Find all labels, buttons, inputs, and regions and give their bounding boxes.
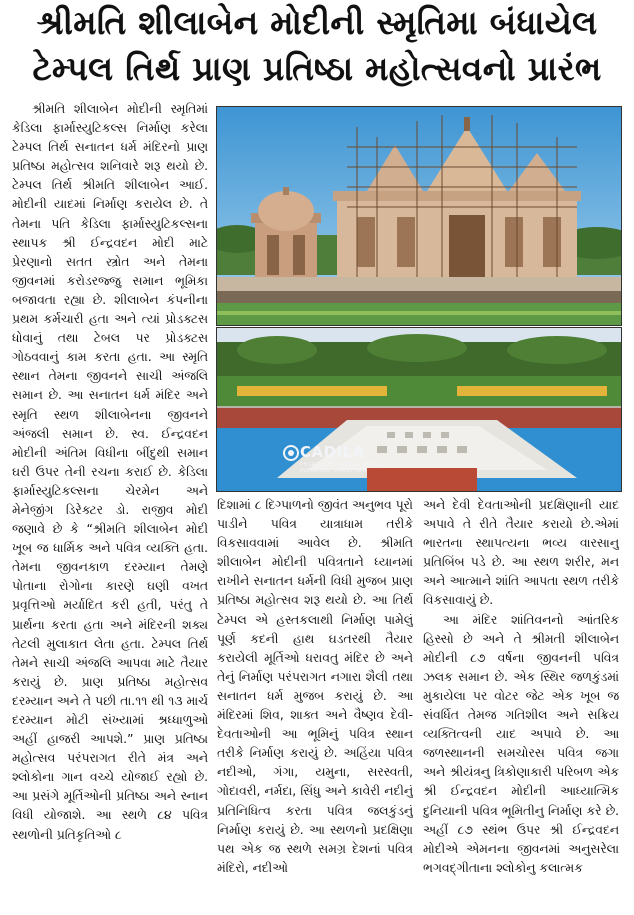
article-paragraph: આ મંદિર શાંતિવનનો આંતરિક હિસ્સો છે અને તે શ્રીમતી શીલાબેન મોદીની ૮૭ વર્ષના જીવનની પવિત્ર ઝલક સમાન છે. એક સ્થિર જળકુંડમાં મુકાયેલા પર વોટર જેટ એક ખૂબ જ સંવર્ધિત તેમજ ગતિશીલ અને સક્રિય વ્યક્તિત્વની યાદ અપાવે છે. આ જળસ્થાનની સમચોરસ પવિત્ર જગા અને શ્રીયંત્રનુ ત્રિકોણાકારી પરિબળ એક શ્રી ઈન્દ્રવદન મોદીની આધ્યાત્મિક દુનિયાની પવિત્ર ભૂમિતીનુ નિર્માણ કરે છે. અહીં ૮૭ સ્થંભ ઉપર શ્રી ઈન્દ્રવદન મોદીએ એમનના જીવનમાં અનુસરેલા ભગવદ્‌ગીતાના શ્લોકોનુ કલાત્મક bbox=[423, 612, 619, 875]
cadila-logo-subtitle-2: INDRASHIL SHANTIVAN bbox=[300, 468, 367, 474]
article-column-1 bbox=[12, 100, 208, 910]
article-paragraph: શ્રીમતિ શીલાબેન મોદીની સ્મૃતિમાં કેડિલા ફાર્માસ્યુટિકલ્સ નિર્માણ કરેલા ટેમ્પલ તિર્થ સનાતન ધર્મ મંદિરનો પ્રાણ પ્રતિષ્ઠા મહોત્સવ શનિવારે શરૂ થયો છે. ટેમ્પલ તિર્થ શ્રીમતિ શીલાબેન આઈ. મોદીની યાદમાં નિર્માણ કરાયેલ છે. તે તેમના પતિ કેડિલા ફાર્માસ્યુટિકલ્સના સ્થાપક શ્રી ઈન્દ્રવદન મોદી માટે પ્રેરણાનો સતત સ્ત્રોત અને તેમના જીવનમાં કરોડરજ્જુ સમાન ભૂમિકા બજાવતા રહ્યા છે. શીલાબેન કંપનીના પ્રથમ કર્મચારી હતા અને ત્યાં પ્રોડક્ટસ ધોવાનું તથા ટેબલ પર પ્રોડક્ટસ ગોઠવવાનું કામ કરતા હતા. આ સ્મૃતિ સ્થાન તેમના જીવનને સાચી અંજલિ સમાન છે. આ સનાતન ધર્મ મંદિર અને સ્મૃતિ સ્થળ શીલાબેનના જીવનને અંજલી સમાન છે. સ્વ. ઈન્દ્રવદન મોદીની અંતિમ વિધીના બીંદુથી સમાન ઘરી ઉપર તેની રચના કરાઈ છે. કેડિલા ફાર્માસ્યુટિકલ્સના ચેરમેન અને મેનેજીંગ ડિરેક્ટર ડો. રાજીવ મોદી જણાવે છે કે “શ્રીમતિ શીલાબેન મોદી ખૂબ જ ધાર્મિક અને પવિત્ર વ્યક્તિ હતા. તેમના જીવનકાળ દરમ્યાન તેમણે પોતાના રોગોના કારણે ઘણી વખત પ્રવૃત્તિઓ મર્યાદિત કરી હતી, પરંતુ તે પ્રાર્થના કરતા હતા અને મંદિરની શક્ય તેટલી મુલાકાત લેતા હતા. ટેમ્પલ તિર્થ તેમને સાચી અંજલિ આપવા માટે તૈયાર કરાયું છે. પ્રાણ પ્રતિષ્ઠા મહોત્સવ દરમ્યાન અને તે પછી તા.૧૧ થી ૧૩ માર્ચ દરમ્યાન મોટી સંખ્યામાં શ્રધ્ધાળુઓ અહીં હાજરી આપશે.” પ્રાણ પ્રતિષ્ઠા મહોત્સવ પરંપરાગત રીતે મંત્ર અને શ્લોકોના ગાન વચ્ચે યોજાઈ રહ્યો છે. આ પ્રસંગે મૂર્તિઓની પ્રતિષ્ઠા અને સ્નાન વિધી યોજાશે. આ સ્થળે ૮૪ પવિત્ર સ્થળોની પ્રતિકૃતિઓ ૮ bbox=[12, 102, 208, 842]
article-column-2 bbox=[217, 496, 413, 910]
temple-construction-photo bbox=[216, 106, 622, 326]
article-paragraph: દિશામાં ૮ દિગ્પાળનો જીવંત અનુભવ પૂરો પાડીને પવિત્ર યાત્રાધામ તરીકે વિકસાવવામાં આવેલ છે. શ્રીમતિ શીલાબેન મોદીની પવિત્રતાને ધ્યાનમાં રાખીને સનાતન ધર્મની વિધી મુજબ પ્રાણ પ્રતિષ્ઠા મહોત્સવ શરૂ થયો છે. આ તિર્થ ટેમ્પલ એ હસ્તકલાથી નિર્માણ પામેલું પૂર્ણ કદની હાથ ઘડતરથી તૈયાર કરાયેલી મૂર્તિઓ ધરાવતુ મંદિર છે અને તેનું નિર્માણ પરંપરાગત નગારા શૈલી તથા સનાતન ધર્મ મુજબ કરાયું છે. આ મંદિરમાં શિવ, શાક્ત અને વૈષ્ણવ દેવી-દેવતાઓની આ ભૂમિનું પવિત્ર સ્થાન તરીકે નિર્માણ કરાયું છે. અહિંયા પવિત્ર નદીઓ, ગંગા, યમુના, સરસ્વતી, ગોદાવરી, નર્મદા, સિંધુ અને કાવેરી નદીનું પ્રતિનિધિત્વ કરતા પવિત્ર જલકુંડનું નિર્માણ કરાયું છે. આ સ્થળનો પ્રદક્ષિણા પથ એક જ સ્થળે સમગ્ર દેશનાં પવિત્ર મંદિરો, નદીઓ bbox=[217, 498, 413, 875]
cadila-logo-subtitle: PHARMACEUTICALS LIMITED bbox=[300, 462, 383, 468]
headline-line-2: ટેમ્પલ તિર્થ પ્રાણ પ્રતિષ્ઠા મહોત્સવનો પ્રારંભ bbox=[32, 49, 602, 88]
water-fountain-photo bbox=[216, 327, 622, 492]
headline-line-1: શ્રીમતિ શીલાબેન મોદીની સ્મૃતિમા બંધાયેલ bbox=[36, 3, 598, 42]
cadila-logo-text: CADILA bbox=[300, 443, 365, 461]
article-paragraph: અને દેવી દેવતાઓની પ્રદક્ષિણાની યાદ અપાવે તે રીતે તૈયાર કરાયો છે.એમાં ભારતના સ્થાપત્યના ભવ્ય વારસાનુ પ્રતિબિંબ પડે છે. આ સ્થળ શરીર, મન અને આત્માને શાંતિ આપતા સ્થળ તરીકે વિકસાવાયું છે. bbox=[423, 498, 619, 608]
article-column-3 bbox=[423, 496, 619, 910]
headline bbox=[0, 0, 634, 100]
